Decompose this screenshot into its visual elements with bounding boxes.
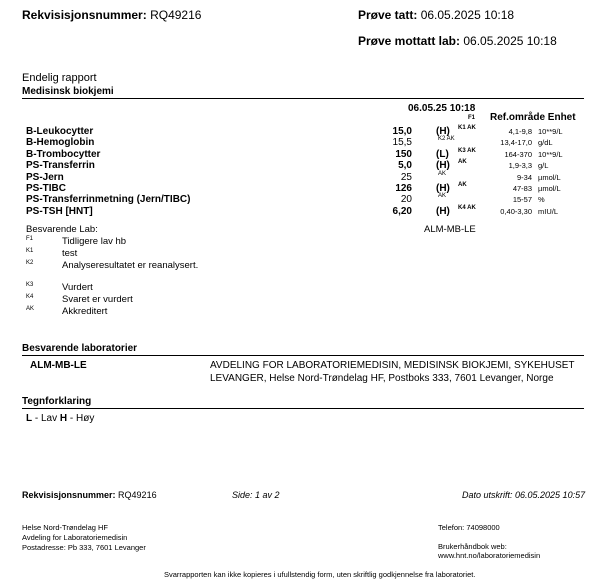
footnote-text: test (62, 248, 78, 259)
result-flag-note: K4 AK (458, 204, 476, 211)
lab-address-line2: LEVANGER, Helse Nord-Trøndelag HF, Postboks 333, 7601 Levanger, Norge (210, 373, 554, 384)
result-unit: mIU/L (538, 206, 559, 216)
footnote-key: K3 (26, 282, 34, 288)
result-value: 15,5 (392, 137, 412, 149)
result-flag-note: K1 AK (458, 125, 476, 131)
ref-unit-header: Ref.område Enhet (490, 112, 576, 123)
lab-code: ALM-MB-LE (30, 360, 87, 371)
result-flag: (H) (436, 160, 450, 172)
result-reference-range: 13,4-17,0 (500, 138, 532, 148)
requisition-label: Rekvisisjonsnummer: (22, 8, 147, 22)
result-row (26, 137, 586, 149)
legend-divider (22, 408, 584, 409)
footnote-key: F1 (26, 236, 34, 242)
result-row (26, 172, 586, 184)
date-column-header: 06.05.25 10:18 (408, 103, 476, 114)
result-flag: (H) (436, 126, 450, 137)
result-flag: (L) (436, 148, 449, 160)
footnote-key: K4 (26, 294, 34, 300)
result-name: PS-TSH [HNT] (26, 205, 93, 217)
report-status: Endelig rapport (22, 72, 97, 84)
result-reference-range: 1,9-3,3 (508, 161, 532, 171)
footer-disclaimer: Svarrapporten kan ikke kopieres i ufullstendig form, uten skriftlig godkjennelse fra laboratoriet. (164, 570, 476, 579)
result-name: B-Leukocytter (26, 126, 94, 137)
result-name: PS-TIBC (26, 183, 66, 194)
legend-items (26, 413, 94, 424)
result-flag-note: AK (438, 170, 447, 177)
result-name: B-Trombocytter (26, 148, 101, 160)
sample-received-value: 06.05.2025 10:18 (463, 34, 557, 48)
footer-org-dept: Avdeling for Laboratoriemedisin (22, 533, 128, 542)
result-unit: 10**9/L (538, 127, 563, 136)
result-unit: g/dL (538, 138, 553, 148)
lab-address-line1: AVDELING FOR LABORATORIEMEDISIN, MEDISINSK BIOKJEMI, SYKEHUSET (210, 360, 575, 371)
header-sample-received (358, 34, 557, 48)
header-requisition (22, 8, 201, 22)
labs-divider (22, 355, 584, 356)
footer-handbook-url[interactable]: www.hnt.no/laboratoriemedisin (438, 551, 541, 560)
result-name: PS-Transferrinmetning (Jern/TIBC) (26, 194, 191, 206)
footer-requisition-value: RQ49216 (115, 490, 157, 500)
result-unit: µmol/L (538, 172, 561, 182)
legend-high-key: H (59, 413, 68, 424)
result-flag: (H) (436, 205, 450, 217)
result-flag-note: AK (458, 182, 467, 188)
result-reference-range: 9-34 (516, 172, 532, 182)
footnote-key: K2 (26, 260, 34, 266)
result-value: 5,0 (398, 160, 412, 172)
footnote-key: K1 (26, 248, 34, 254)
result-reference-range: 4,1-9,8 (508, 127, 532, 136)
result-unit: % (538, 195, 545, 205)
result-unit: g/L (538, 161, 549, 171)
result-value: 20 (400, 194, 412, 206)
footer-org-name: Helse Nord-Trøndelag HF (22, 523, 108, 532)
legend-high-text: - Høy (67, 413, 95, 424)
result-flag-note: K2 AK (438, 136, 455, 143)
section-title: Medisinsk biokjemi (22, 86, 114, 97)
legend-low-key: L (26, 413, 33, 424)
result-reference-range: 15-57 (512, 195, 532, 205)
result-value: 126 (395, 183, 412, 194)
result-row (26, 149, 586, 161)
result-flag-note: AK (438, 193, 447, 200)
date-column-note: F1 (468, 115, 476, 121)
footnote-text: Tidligere lav hb (62, 236, 127, 247)
requisition-value: RQ49216 (150, 8, 202, 22)
responding-lab-label: Besvarende Lab: (26, 224, 98, 235)
responding-lab-value: ALM-MB-LE (424, 224, 476, 235)
footer-page: Side: 1 av 2 (232, 490, 280, 500)
result-name: PS-Jern (26, 171, 64, 183)
footer-phone: Telefon: 74098000 (438, 523, 500, 532)
result-row (26, 194, 586, 206)
header-sample-taken (358, 8, 514, 22)
result-row (26, 183, 586, 195)
result-row (26, 126, 586, 138)
result-name: PS-Transferrin (26, 160, 95, 172)
sample-taken-label: Prøve tatt: (358, 8, 418, 22)
result-row (26, 206, 586, 218)
footnote-text: Svaret er vurdert (62, 294, 133, 305)
footer-printed: Dato utskrift: 06.05.2025 10:57 (462, 490, 586, 500)
result-flag: (H) (436, 183, 450, 194)
labs-title: Besvarende laboratorier (22, 343, 138, 354)
result-reference-range: 164-370 (504, 149, 532, 159)
footer-requisition (22, 490, 157, 500)
section-divider (22, 98, 584, 99)
result-value: 6,20 (392, 205, 412, 217)
footer-requisition-label: Rekvisisjonsnummer: (22, 490, 116, 500)
result-reference-range: 47-83 (512, 184, 532, 193)
result-flag-note: K3 AK (458, 147, 476, 154)
result-value: 25 (400, 171, 412, 183)
sample-received-label: Prøve mottatt lab: (358, 34, 461, 48)
legend-low-text: - Lav (32, 413, 60, 424)
result-flag-note: AK (458, 159, 467, 166)
sample-taken-value: 06.05.2025 10:18 (420, 8, 515, 22)
footnote-text: Vurdert (62, 282, 93, 293)
result-name: B-Hemoglobin (26, 137, 95, 149)
footnote-key: AK (26, 306, 35, 312)
result-row (26, 160, 586, 172)
result-unit: µmol/L (538, 184, 561, 193)
footer-org-address: Postadresse: Pb 333, 7601 Levanger (22, 543, 146, 552)
result-reference-range: 0,40-3,30 (500, 206, 532, 216)
result-value: 15,0 (392, 126, 412, 137)
result-unit: 10**9/L (538, 149, 563, 159)
footnote-text: Akkreditert (62, 306, 108, 317)
result-value: 150 (395, 148, 412, 160)
footnote-text: Analyseresultatet er reanalysert. (62, 260, 199, 271)
legend-title: Tegnforklaring (22, 396, 92, 407)
footer-handbook-label: Brukerhåndbok web: (438, 542, 507, 551)
